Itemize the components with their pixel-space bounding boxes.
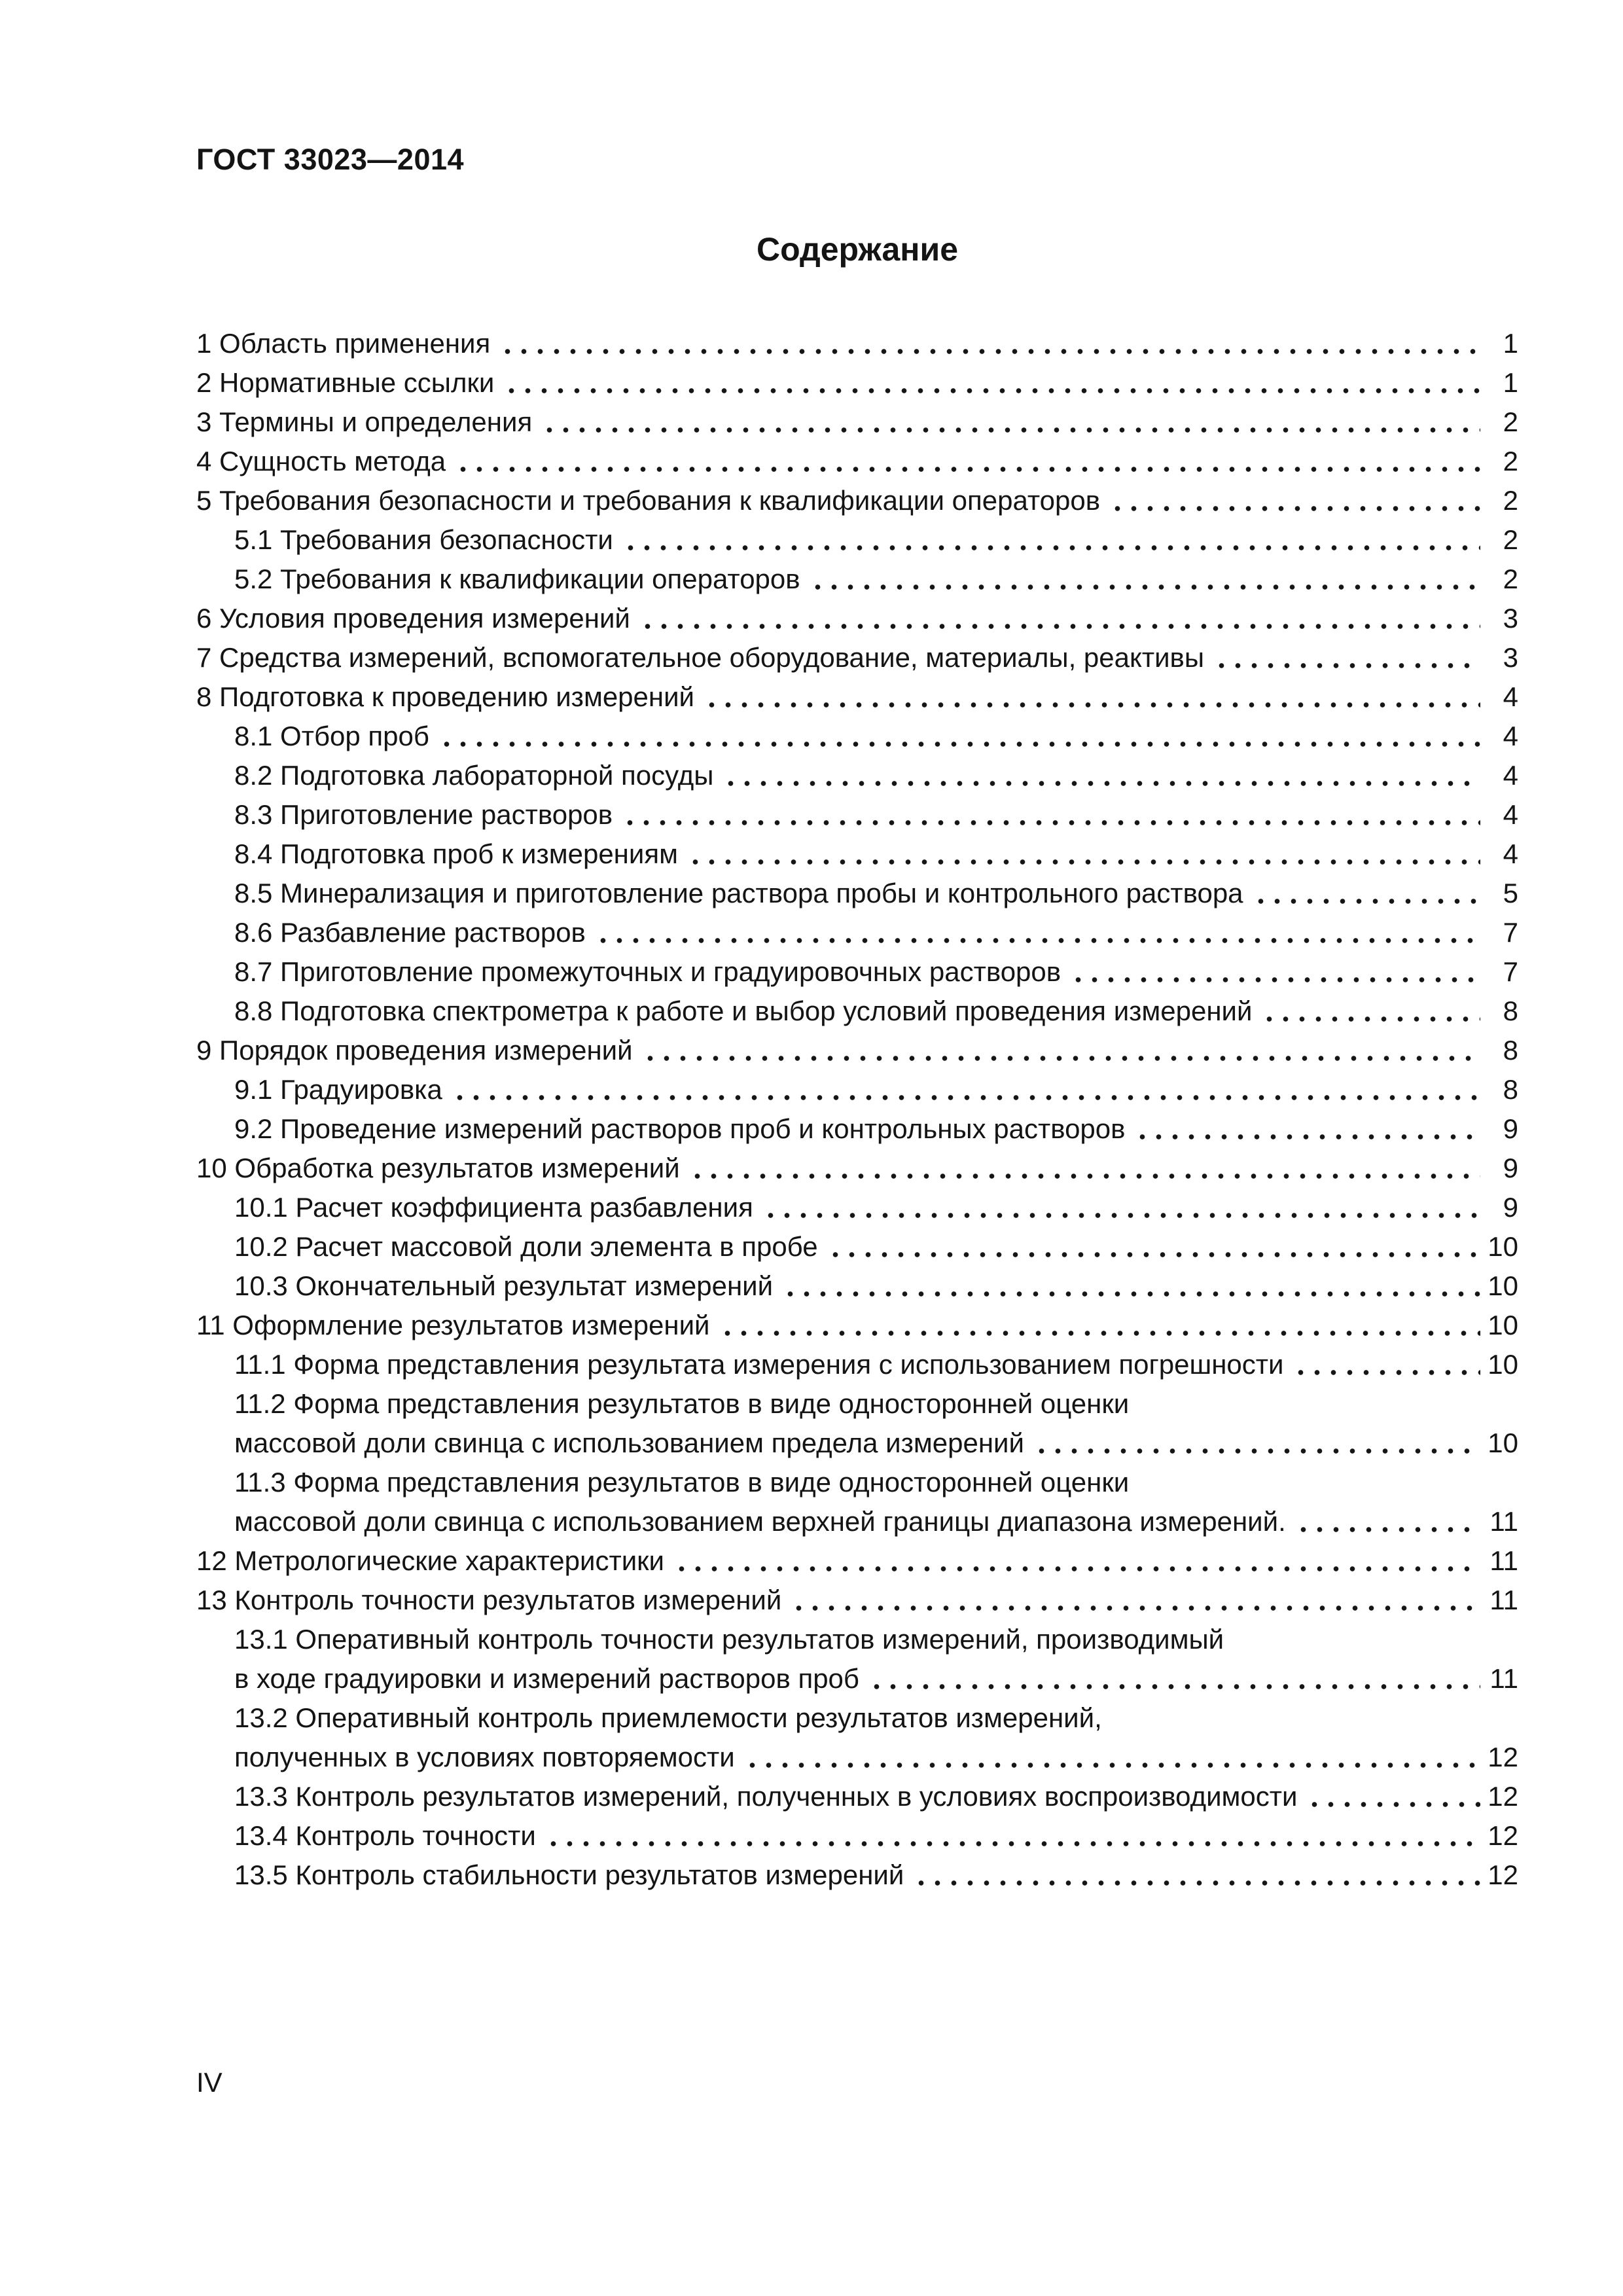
toc-entry-label: 8.6 Разбавление растворов [234, 917, 586, 948]
toc-entry [196, 1109, 1518, 1149]
toc-entry-page: 11 [1489, 1506, 1518, 1537]
toc-entry-page: 10 [1488, 1349, 1518, 1380]
toc-leader-dots [1033, 1448, 1480, 1454]
toc-leader-dots [762, 1213, 1480, 1218]
toc-leader-dots [639, 624, 1480, 629]
toc-entry-label: 8.7 Приготовление промежуточных и градуировочных растворов [234, 956, 1061, 987]
toc-leader-dots [595, 938, 1480, 943]
toc-entry-label: 13.1 Оперативный контроль точности результатов измерений, производимый [234, 1624, 1224, 1655]
toc-entry [196, 1227, 1518, 1266]
toc-entry-page: 11 [1489, 1585, 1518, 1615]
toc-entry [196, 1188, 1518, 1227]
toc-entry-page: 4 [1503, 721, 1518, 751]
toc-entry-label: массовой доли свинца с использованием верхней границы диапазона измерений. [234, 1506, 1286, 1537]
toc-entry [196, 1777, 1518, 1816]
toc-entry-label: в ходе градуировки и измерений растворов проб [234, 1663, 859, 1694]
toc-entry [196, 1266, 1518, 1306]
toc-entry [196, 1738, 1518, 1777]
toc-entry-label: 13.3 Контроль результатов измерений, полученных в условиях воспроизводимости [234, 1781, 1298, 1812]
toc-leader-dots [1253, 899, 1480, 904]
toc-list [196, 324, 1518, 1895]
toc-entry-page: 9 [1503, 1113, 1518, 1144]
toc-entry [196, 952, 1518, 992]
toc-entry-page: 7 [1503, 917, 1518, 948]
toc-entry-label: 10 Обработка результатов измерений [196, 1153, 680, 1183]
toc-entry [196, 1620, 1518, 1659]
toc-leader-dots [1295, 1527, 1480, 1532]
toc-entry-label: 6 Условия проведения измерений [196, 603, 630, 634]
toc-entry-page: 3 [1503, 603, 1518, 634]
toc-leader-dots [503, 388, 1480, 393]
toc-entry-label: 2 Нормативные ссылки [196, 367, 495, 398]
page-number-footer: IV [196, 2067, 223, 2098]
toc-entry [196, 1070, 1518, 1109]
toc-entry-label: 8.8 Подготовка спектрометра к работе и выбор условий проведения измерений [234, 996, 1253, 1026]
toc-entry [196, 913, 1518, 952]
toc-entry [196, 442, 1518, 481]
toc-title: Содержание [756, 231, 959, 268]
toc-entry-label: 1 Область применения [196, 328, 491, 359]
toc-entry [196, 1149, 1518, 1188]
toc-leader-dots [541, 427, 1480, 433]
toc-entry-label: 11 Оформление результатов измерений [196, 1310, 710, 1340]
toc-leader-dots [622, 545, 1480, 550]
toc-entry [196, 874, 1518, 913]
toc-entry-page: 4 [1503, 681, 1518, 712]
doc-number: ГОСТ 33023—2014 [196, 143, 465, 176]
toc-entry-label: 8.1 Отбор проб [234, 721, 429, 751]
toc-leader-dots [719, 1331, 1481, 1336]
toc-entry [196, 1502, 1518, 1541]
toc-entry-page: 8 [1503, 1035, 1518, 1066]
toc-entry-label: 5.2 Требования к квалификации операторов [234, 564, 800, 594]
toc-leader-dots [642, 1056, 1480, 1061]
toc-entry [196, 520, 1518, 560]
toc-leader-dots [499, 349, 1480, 354]
toc-entry [196, 795, 1518, 834]
toc-leader-dots [810, 584, 1480, 590]
toc-leader-dots [689, 1174, 1480, 1179]
toc-leader-dots [1070, 977, 1480, 982]
toc-entry-label: 5.1 Требования безопасности [234, 524, 613, 555]
toc-entry-page: 10 [1488, 1270, 1518, 1301]
toc-entry [196, 363, 1518, 403]
toc-entry-page: 5 [1503, 878, 1518, 908]
toc-leader-dots [455, 467, 1480, 472]
toc-entry-label: 10.1 Расчет коэффициента разбавления [234, 1192, 753, 1223]
toc-entry-page: 1 [1503, 367, 1518, 398]
toc-leader-dots [452, 1095, 1480, 1100]
toc-entry-label: 4 Сущность метода [196, 446, 446, 476]
toc-entry-page: 7 [1503, 956, 1518, 987]
toc-leader-dots [1261, 1016, 1480, 1022]
toc-entry-page: 4 [1503, 760, 1518, 791]
toc-entry-label: 8.5 Минерализация и приготовление раствора пробы и контрольного раствора [234, 878, 1243, 908]
toc-entry-label: 8.3 Приготовление растворов [234, 799, 613, 830]
toc-entry-label: 8.2 Подготовка лабораторной посуды [234, 760, 714, 791]
toc-leader-dots [827, 1252, 1480, 1257]
toc-entry-label: 12 Метрологические характеристики [196, 1545, 664, 1576]
toc-entry [196, 717, 1518, 756]
toc-entry-page: 2 [1503, 524, 1518, 555]
toc-entry-label: 9.1 Градуировка [234, 1074, 442, 1105]
toc-entry-label: 5 Требования безопасности и требования к квалификации операторов [196, 485, 1101, 516]
toc-entry [196, 1345, 1518, 1384]
toc-entry-page: 4 [1503, 838, 1518, 869]
toc-entry-page: 12 [1488, 1820, 1518, 1851]
toc-leader-dots [673, 1566, 1480, 1571]
toc-entry-page: 2 [1503, 446, 1518, 476]
toc-entry-page: 8 [1503, 996, 1518, 1026]
toc-entry [196, 1581, 1518, 1620]
toc-entry-label: 7 Средства измерений, вспомогательное оборудование, материалы, реактивы [196, 642, 1205, 673]
toc-leader-dots [1306, 1802, 1480, 1807]
toc-entry [196, 1816, 1518, 1856]
toc-entry [196, 1306, 1518, 1345]
toc-entry-page: 12 [1488, 1742, 1518, 1772]
toc-entry-page: 9 [1503, 1153, 1518, 1183]
toc-entry-page: 10 [1488, 1231, 1518, 1262]
toc-entry-label: 13.2 Оперативный контроль приемлемости результатов измерений, [234, 1702, 1102, 1733]
toc-leader-dots [782, 1291, 1480, 1297]
toc-entry [196, 1659, 1518, 1698]
toc-entry-page: 10 [1488, 1427, 1518, 1458]
toc-entry-label: 8.4 Подготовка проб к измерениям [234, 838, 678, 869]
toc-entry [196, 756, 1518, 795]
toc-entry-page: 9 [1503, 1192, 1518, 1223]
toc-entry [196, 677, 1518, 717]
toc-leader-dots [744, 1763, 1480, 1768]
toc-entry [196, 1541, 1518, 1581]
toc-entry [196, 1424, 1518, 1463]
toc-entry-page: 3 [1503, 642, 1518, 673]
toc-entry-label: 10.3 Окончательный результат измерений [234, 1270, 774, 1301]
toc-entry-page: 11 [1489, 1663, 1518, 1694]
toc-entry-page: 10 [1488, 1310, 1518, 1340]
toc-leader-dots [545, 1841, 1480, 1846]
toc-leader-dots [913, 1880, 1480, 1886]
toc-entry-label: 8 Подготовка к проведению измерений [196, 681, 695, 712]
toc-entry [196, 834, 1518, 874]
toc-entry-label: 11.3 Форма представления результатов в виде односторонней оценки [234, 1467, 1130, 1498]
toc-entry [196, 560, 1518, 599]
toc-entry [196, 1384, 1518, 1424]
toc-leader-dots [791, 1605, 1480, 1611]
toc-entry-label: 13.4 Контроль точности [234, 1820, 536, 1851]
toc-entry-page: 4 [1503, 799, 1518, 830]
toc-entry [196, 481, 1518, 520]
toc-entry [196, 1463, 1518, 1502]
toc-entry [196, 638, 1518, 677]
toc-entry-page: 11 [1489, 1545, 1518, 1576]
toc-leader-dots [1109, 506, 1480, 511]
toc-entry-label: 9.2 Проведение измерений растворов проб и контрольных растворов [234, 1113, 1126, 1144]
toc-leader-dots [622, 820, 1480, 825]
toc-leader-dots [868, 1684, 1480, 1689]
toc-entry-label: 13.5 Контроль стабильности результатов измерений [234, 1859, 904, 1890]
toc-entry [196, 1856, 1518, 1895]
toc-entry [196, 599, 1518, 638]
toc-entry-page: 1 [1503, 328, 1518, 359]
toc-entry-label: 13 Контроль точности результатов измерений [196, 1585, 782, 1615]
toc-entry-label: массовой доли свинца с использованием предела измерений [234, 1427, 1024, 1458]
toc-entry-page: 12 [1488, 1781, 1518, 1812]
toc-entry-label: 3 Термины и определения [196, 406, 533, 437]
toc-entry-page: 2 [1503, 406, 1518, 437]
toc-leader-dots [1134, 1134, 1480, 1139]
toc-entry-label: полученных в условиях повторяемости [234, 1742, 735, 1772]
toc-leader-dots [722, 781, 1480, 786]
toc-entry-label: 10.2 Расчет массовой доли элемента в пробе [234, 1231, 818, 1262]
toc-entry-page: 8 [1503, 1074, 1518, 1105]
toc-leader-dots [687, 859, 1480, 865]
toc-leader-dots [438, 742, 1480, 747]
toc-entry-label: 11.2 Форма представления результатов в виде односторонней оценки [234, 1388, 1130, 1419]
toc-entry [196, 1698, 1518, 1738]
toc-entry-label: 9 Порядок проведения измерений [196, 1035, 633, 1066]
toc-entry-page: 12 [1488, 1859, 1518, 1890]
toc-leader-dots [1213, 663, 1480, 668]
toc-leader-dots [1293, 1370, 1480, 1375]
toc-entry-page: 2 [1503, 564, 1518, 594]
toc-entry [196, 403, 1518, 442]
toc-entry-label: 11.1 Форма представления результата измерения с использованием погрешности [234, 1349, 1284, 1380]
toc-entry-page: 2 [1503, 485, 1518, 516]
toc-leader-dots [704, 702, 1480, 708]
toc-entry [196, 1031, 1518, 1070]
toc-entry [196, 324, 1518, 363]
toc-entry [196, 992, 1518, 1031]
